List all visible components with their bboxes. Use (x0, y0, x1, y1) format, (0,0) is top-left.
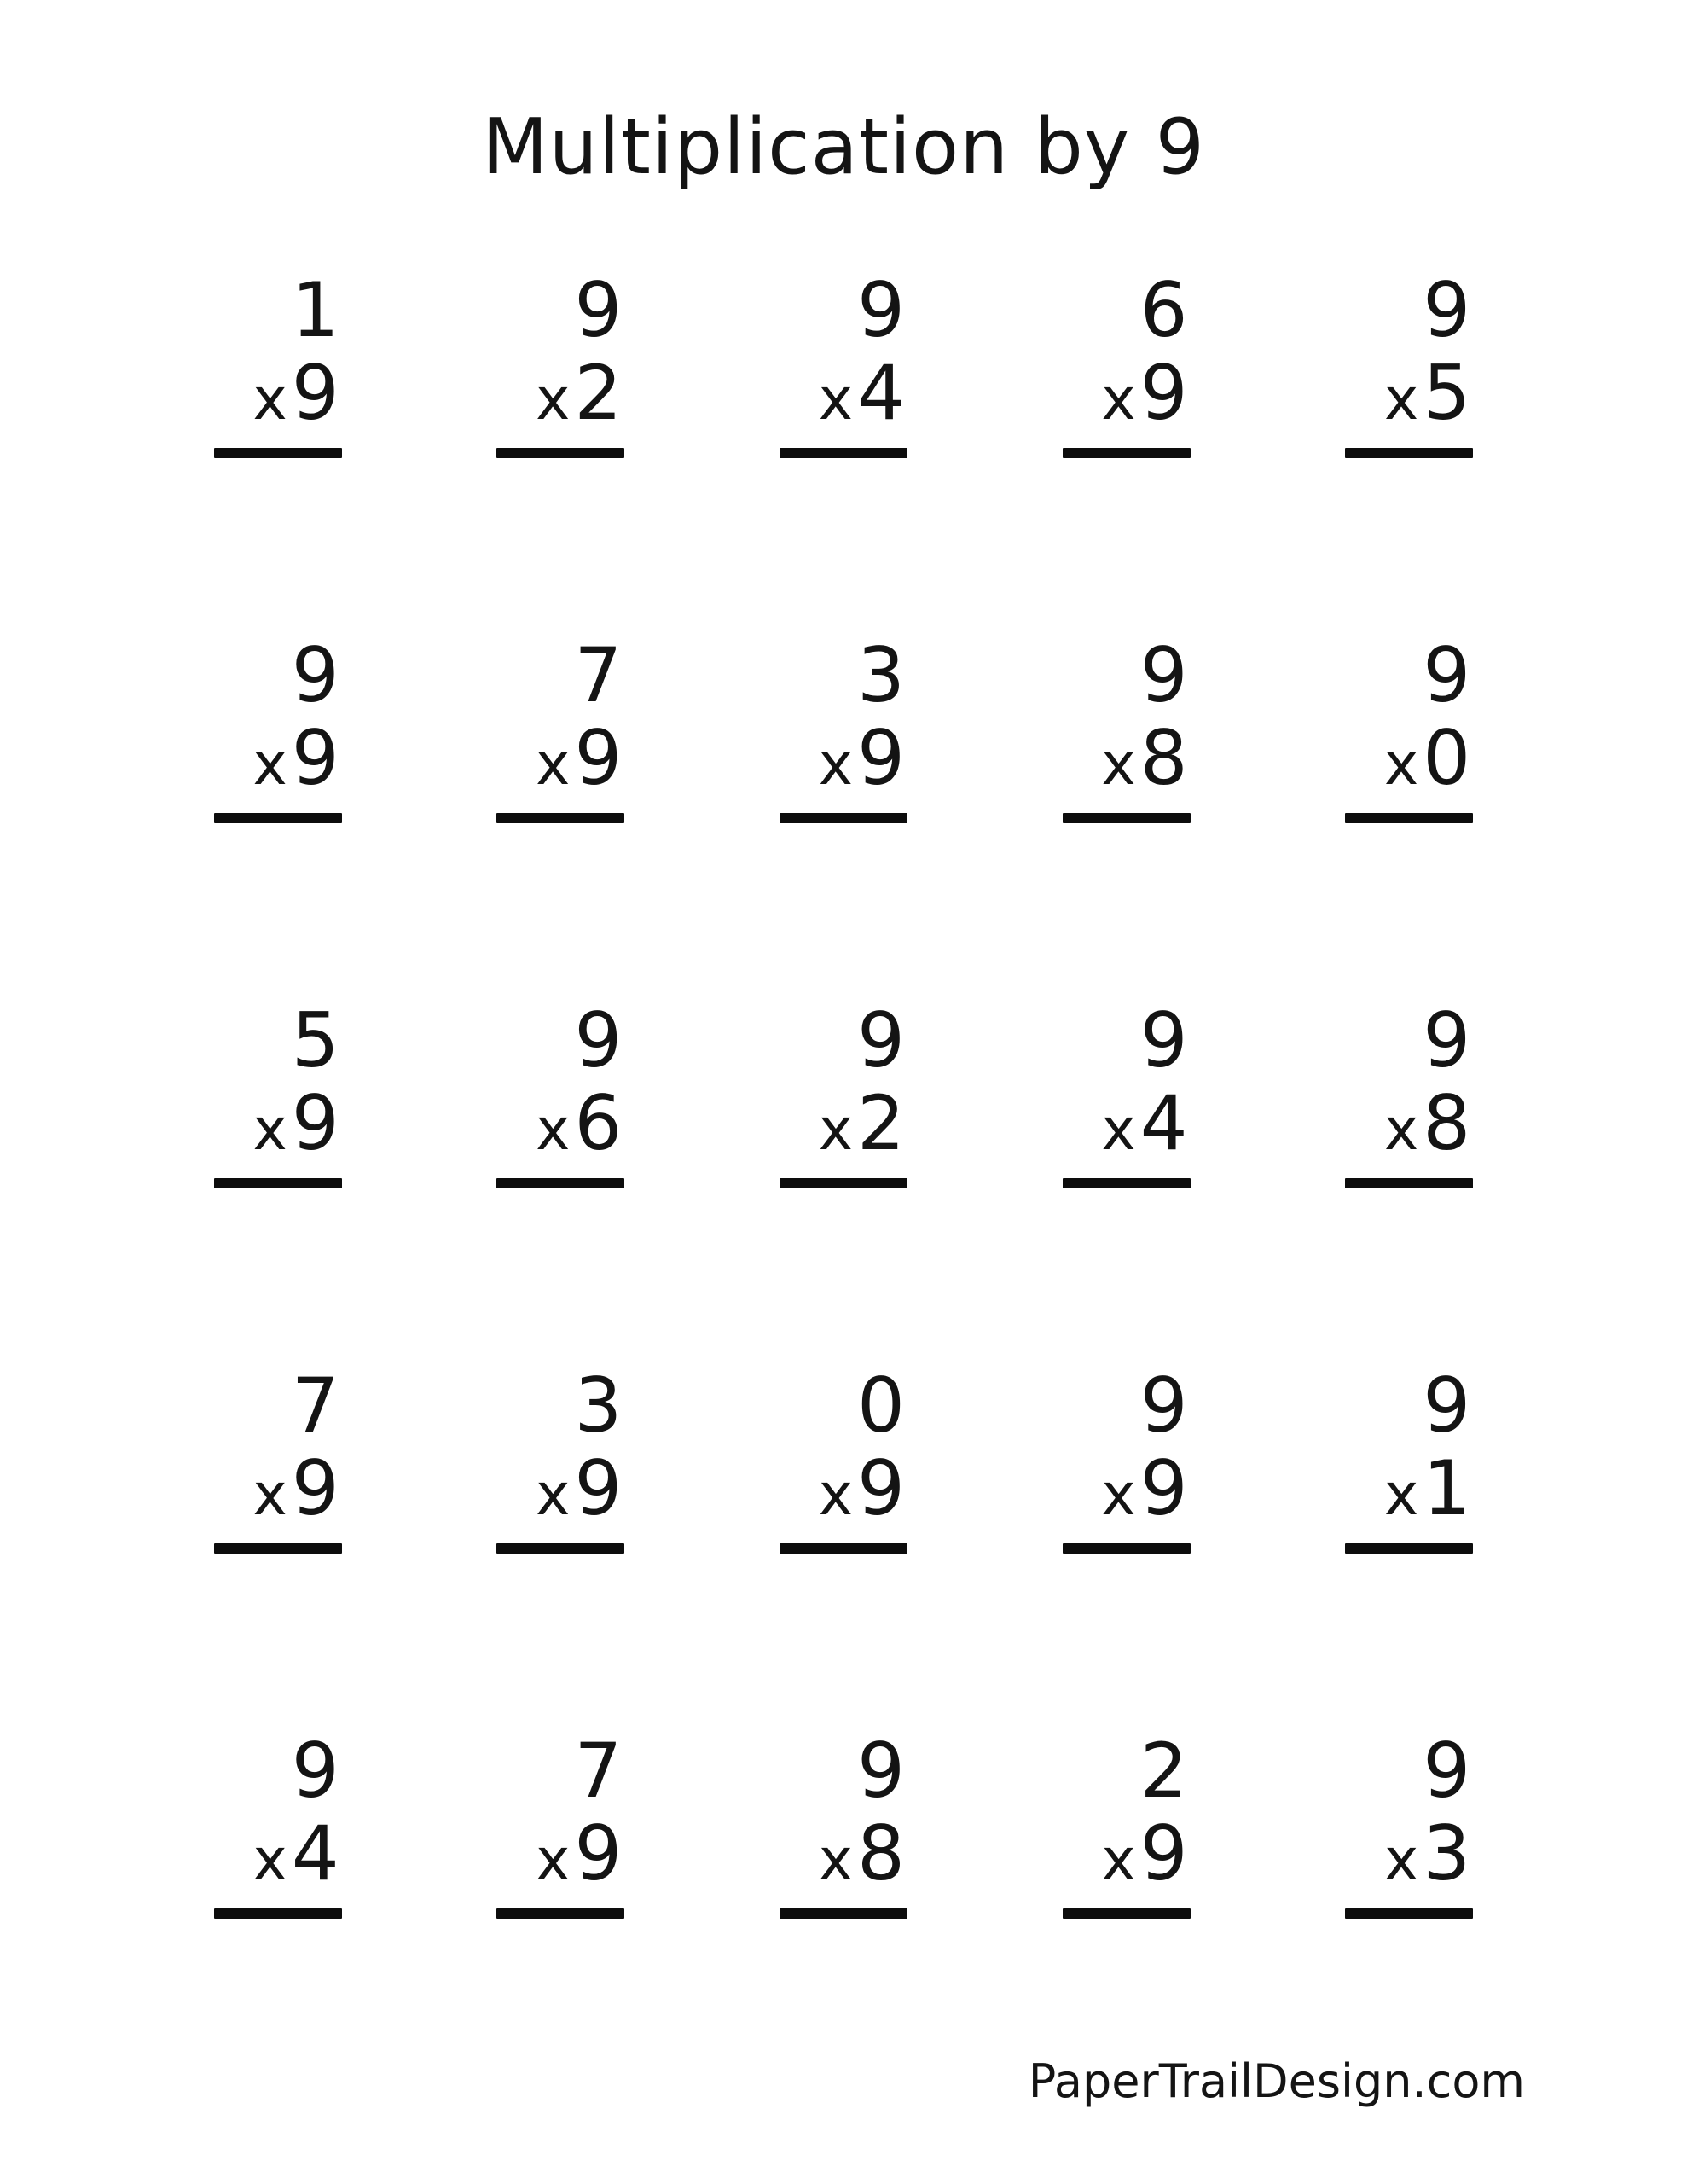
multiply-sign: x (1101, 366, 1136, 433)
bottom-operand: 6 (574, 1079, 623, 1167)
top-operand: 9 (1423, 1362, 1471, 1449)
top-operand: 2 (1139, 1727, 1188, 1815)
top-operand: 3 (856, 631, 905, 719)
bottom-operand: 9 (291, 714, 339, 802)
top-operand: 1 (291, 266, 339, 354)
bottom-operand: 2 (574, 349, 623, 437)
multiply-sign: x (818, 1827, 853, 1894)
answer-line (214, 813, 342, 823)
answer-line (1345, 1908, 1473, 1919)
top-operand: 9 (856, 996, 905, 1084)
multiply-sign: x (1101, 1461, 1136, 1529)
bottom-operand-row (780, 1809, 907, 1902)
top-operand: 7 (574, 1727, 623, 1815)
bottom-operand: 4 (1139, 1079, 1188, 1167)
multiply-sign: x (818, 1096, 853, 1164)
bottom-operand-row (1063, 1444, 1191, 1536)
bottom-operand-row (496, 349, 624, 441)
answer-line (214, 448, 342, 458)
bottom-operand: 9 (1139, 1809, 1188, 1897)
bottom-operand: 9 (291, 1079, 339, 1167)
answer-line (1345, 1543, 1473, 1554)
multiply-sign: x (1383, 1096, 1419, 1164)
answer-line (1063, 1178, 1191, 1188)
website-credit: PaperTrailDesign.com (1028, 2054, 1525, 2108)
top-operand: 0 (856, 1362, 905, 1449)
bottom-operand-row (214, 1079, 342, 1171)
answer-line (496, 813, 624, 823)
bottom-operand: 4 (291, 1809, 339, 1897)
bottom-operand-row (780, 714, 907, 806)
bottom-operand-row (1345, 1809, 1473, 1902)
problem-cell (1345, 1364, 1473, 1729)
bottom-operand-row (1345, 1444, 1473, 1536)
problem-cell (780, 266, 907, 634)
multiply-sign: x (1383, 366, 1419, 433)
bottom-operand-row (214, 349, 342, 441)
problem-cell (496, 631, 624, 999)
multiply-sign: x (1101, 731, 1136, 799)
problem-cell (496, 1729, 624, 2094)
answer-line (214, 1178, 342, 1188)
bottom-operand: 2 (856, 1079, 905, 1167)
multiply-sign: x (536, 1827, 571, 1894)
bottom-operand-row (780, 1079, 907, 1171)
multiply-sign: x (536, 1461, 571, 1529)
top-operand: 3 (574, 1362, 623, 1449)
answer-line (1345, 448, 1473, 458)
answer-line (1063, 1543, 1191, 1554)
bottom-operand: 3 (1423, 1809, 1471, 1897)
problem-cell (1063, 266, 1191, 634)
bottom-operand-row (1345, 349, 1473, 441)
multiply-sign: x (252, 1827, 287, 1894)
problem-cell (214, 1729, 342, 2094)
problem-cell (1345, 1729, 1473, 2094)
bottom-operand-row (214, 1444, 342, 1536)
bottom-operand-row (214, 1809, 342, 1902)
top-operand: 9 (1423, 996, 1471, 1084)
problem-cell (780, 996, 907, 1364)
multiply-sign: x (536, 366, 571, 433)
bottom-operand-row (1063, 1809, 1191, 1902)
bottom-operand: 4 (856, 349, 905, 437)
answer-line (496, 1543, 624, 1554)
bottom-operand-row (496, 714, 624, 806)
bottom-operand: 5 (1423, 349, 1471, 437)
bottom-operand-row (1345, 1079, 1473, 1171)
multiply-sign: x (818, 731, 853, 799)
multiply-sign: x (1383, 1461, 1419, 1529)
answer-line (1063, 1908, 1191, 1919)
answer-line (1063, 813, 1191, 823)
top-operand: 9 (1423, 1727, 1471, 1815)
top-operand: 7 (291, 1362, 339, 1449)
bottom-operand: 9 (574, 1809, 623, 1897)
multiply-sign: x (536, 1096, 571, 1164)
problem-cell (1063, 1364, 1191, 1729)
top-operand: 9 (1139, 1362, 1188, 1449)
bottom-operand-row (496, 1444, 624, 1536)
bottom-operand: 1 (1423, 1444, 1471, 1532)
bottom-operand-row (214, 714, 342, 806)
problem-cell (214, 1364, 342, 1729)
problem-cell (1063, 1729, 1191, 2094)
bottom-operand: 9 (574, 714, 623, 802)
bottom-operand: 0 (1423, 714, 1471, 802)
problem-cell (496, 996, 624, 1364)
problem-cell (1345, 266, 1473, 634)
answer-line (780, 1908, 907, 1919)
multiply-sign: x (1101, 1827, 1136, 1894)
top-operand: 9 (1423, 266, 1471, 354)
bottom-operand: 8 (1423, 1079, 1471, 1167)
multiply-sign: x (1383, 1827, 1419, 1894)
top-operand: 9 (291, 1727, 339, 1815)
answer-line (496, 1908, 624, 1919)
multiply-sign: x (1383, 731, 1419, 799)
answer-line (496, 448, 624, 458)
bottom-operand-row (1345, 714, 1473, 806)
problems-grid (136, 266, 1551, 2094)
problem-cell (1345, 996, 1473, 1364)
top-operand: 9 (1139, 996, 1188, 1084)
answer-line (780, 813, 907, 823)
answer-line (1063, 448, 1191, 458)
answer-line (496, 1178, 624, 1188)
answer-line (214, 1543, 342, 1554)
answer-line (1345, 813, 1473, 823)
multiply-sign: x (252, 731, 287, 799)
multiply-sign: x (252, 1096, 287, 1164)
problem-cell (1063, 996, 1191, 1364)
top-operand: 9 (574, 996, 623, 1084)
bottom-operand: 9 (1139, 349, 1188, 437)
multiply-sign: x (252, 366, 287, 433)
top-operand: 9 (1423, 631, 1471, 719)
bottom-operand: 9 (856, 714, 905, 802)
problem-cell (496, 266, 624, 634)
problem-cell (1063, 631, 1191, 999)
problem-cell (780, 1364, 907, 1729)
problem-cell (1345, 631, 1473, 999)
multiply-sign: x (536, 731, 571, 799)
bottom-operand-row (780, 1444, 907, 1536)
top-operand: 9 (291, 631, 339, 719)
bottom-operand-row (780, 349, 907, 441)
answer-line (780, 1543, 907, 1554)
bottom-operand: 9 (574, 1444, 623, 1532)
bottom-operand: 9 (856, 1444, 905, 1532)
answer-line (214, 1908, 342, 1919)
bottom-operand: 9 (291, 349, 339, 437)
top-operand: 9 (574, 266, 623, 354)
bottom-operand-row (1063, 349, 1191, 441)
bottom-operand-row (1063, 1079, 1191, 1171)
multiply-sign: x (1101, 1096, 1136, 1164)
problem-cell (214, 266, 342, 634)
top-operand: 9 (856, 266, 905, 354)
problem-cell (780, 1729, 907, 2094)
bottom-operand-row (1063, 714, 1191, 806)
bottom-operand-row (496, 1809, 624, 1902)
bottom-operand: 9 (1139, 1444, 1188, 1532)
bottom-operand: 8 (856, 1809, 905, 1897)
page-title: Multiplication by 9 (481, 102, 1206, 192)
problem-cell (496, 1364, 624, 1729)
bottom-operand-row (496, 1079, 624, 1171)
bottom-operand: 9 (291, 1444, 339, 1532)
top-operand: 6 (1139, 266, 1188, 354)
top-operand: 9 (1139, 631, 1188, 719)
problem-cell (780, 631, 907, 999)
answer-line (780, 1178, 907, 1188)
top-operand: 7 (574, 631, 623, 719)
answer-line (1345, 1178, 1473, 1188)
multiply-sign: x (252, 1461, 287, 1529)
top-operand: 5 (291, 996, 339, 1084)
top-operand: 9 (856, 1727, 905, 1815)
problem-cell (214, 996, 342, 1364)
bottom-operand: 8 (1139, 714, 1188, 802)
problem-cell (214, 631, 342, 999)
multiply-sign: x (818, 1461, 853, 1529)
multiply-sign: x (818, 366, 853, 433)
answer-line (780, 448, 907, 458)
